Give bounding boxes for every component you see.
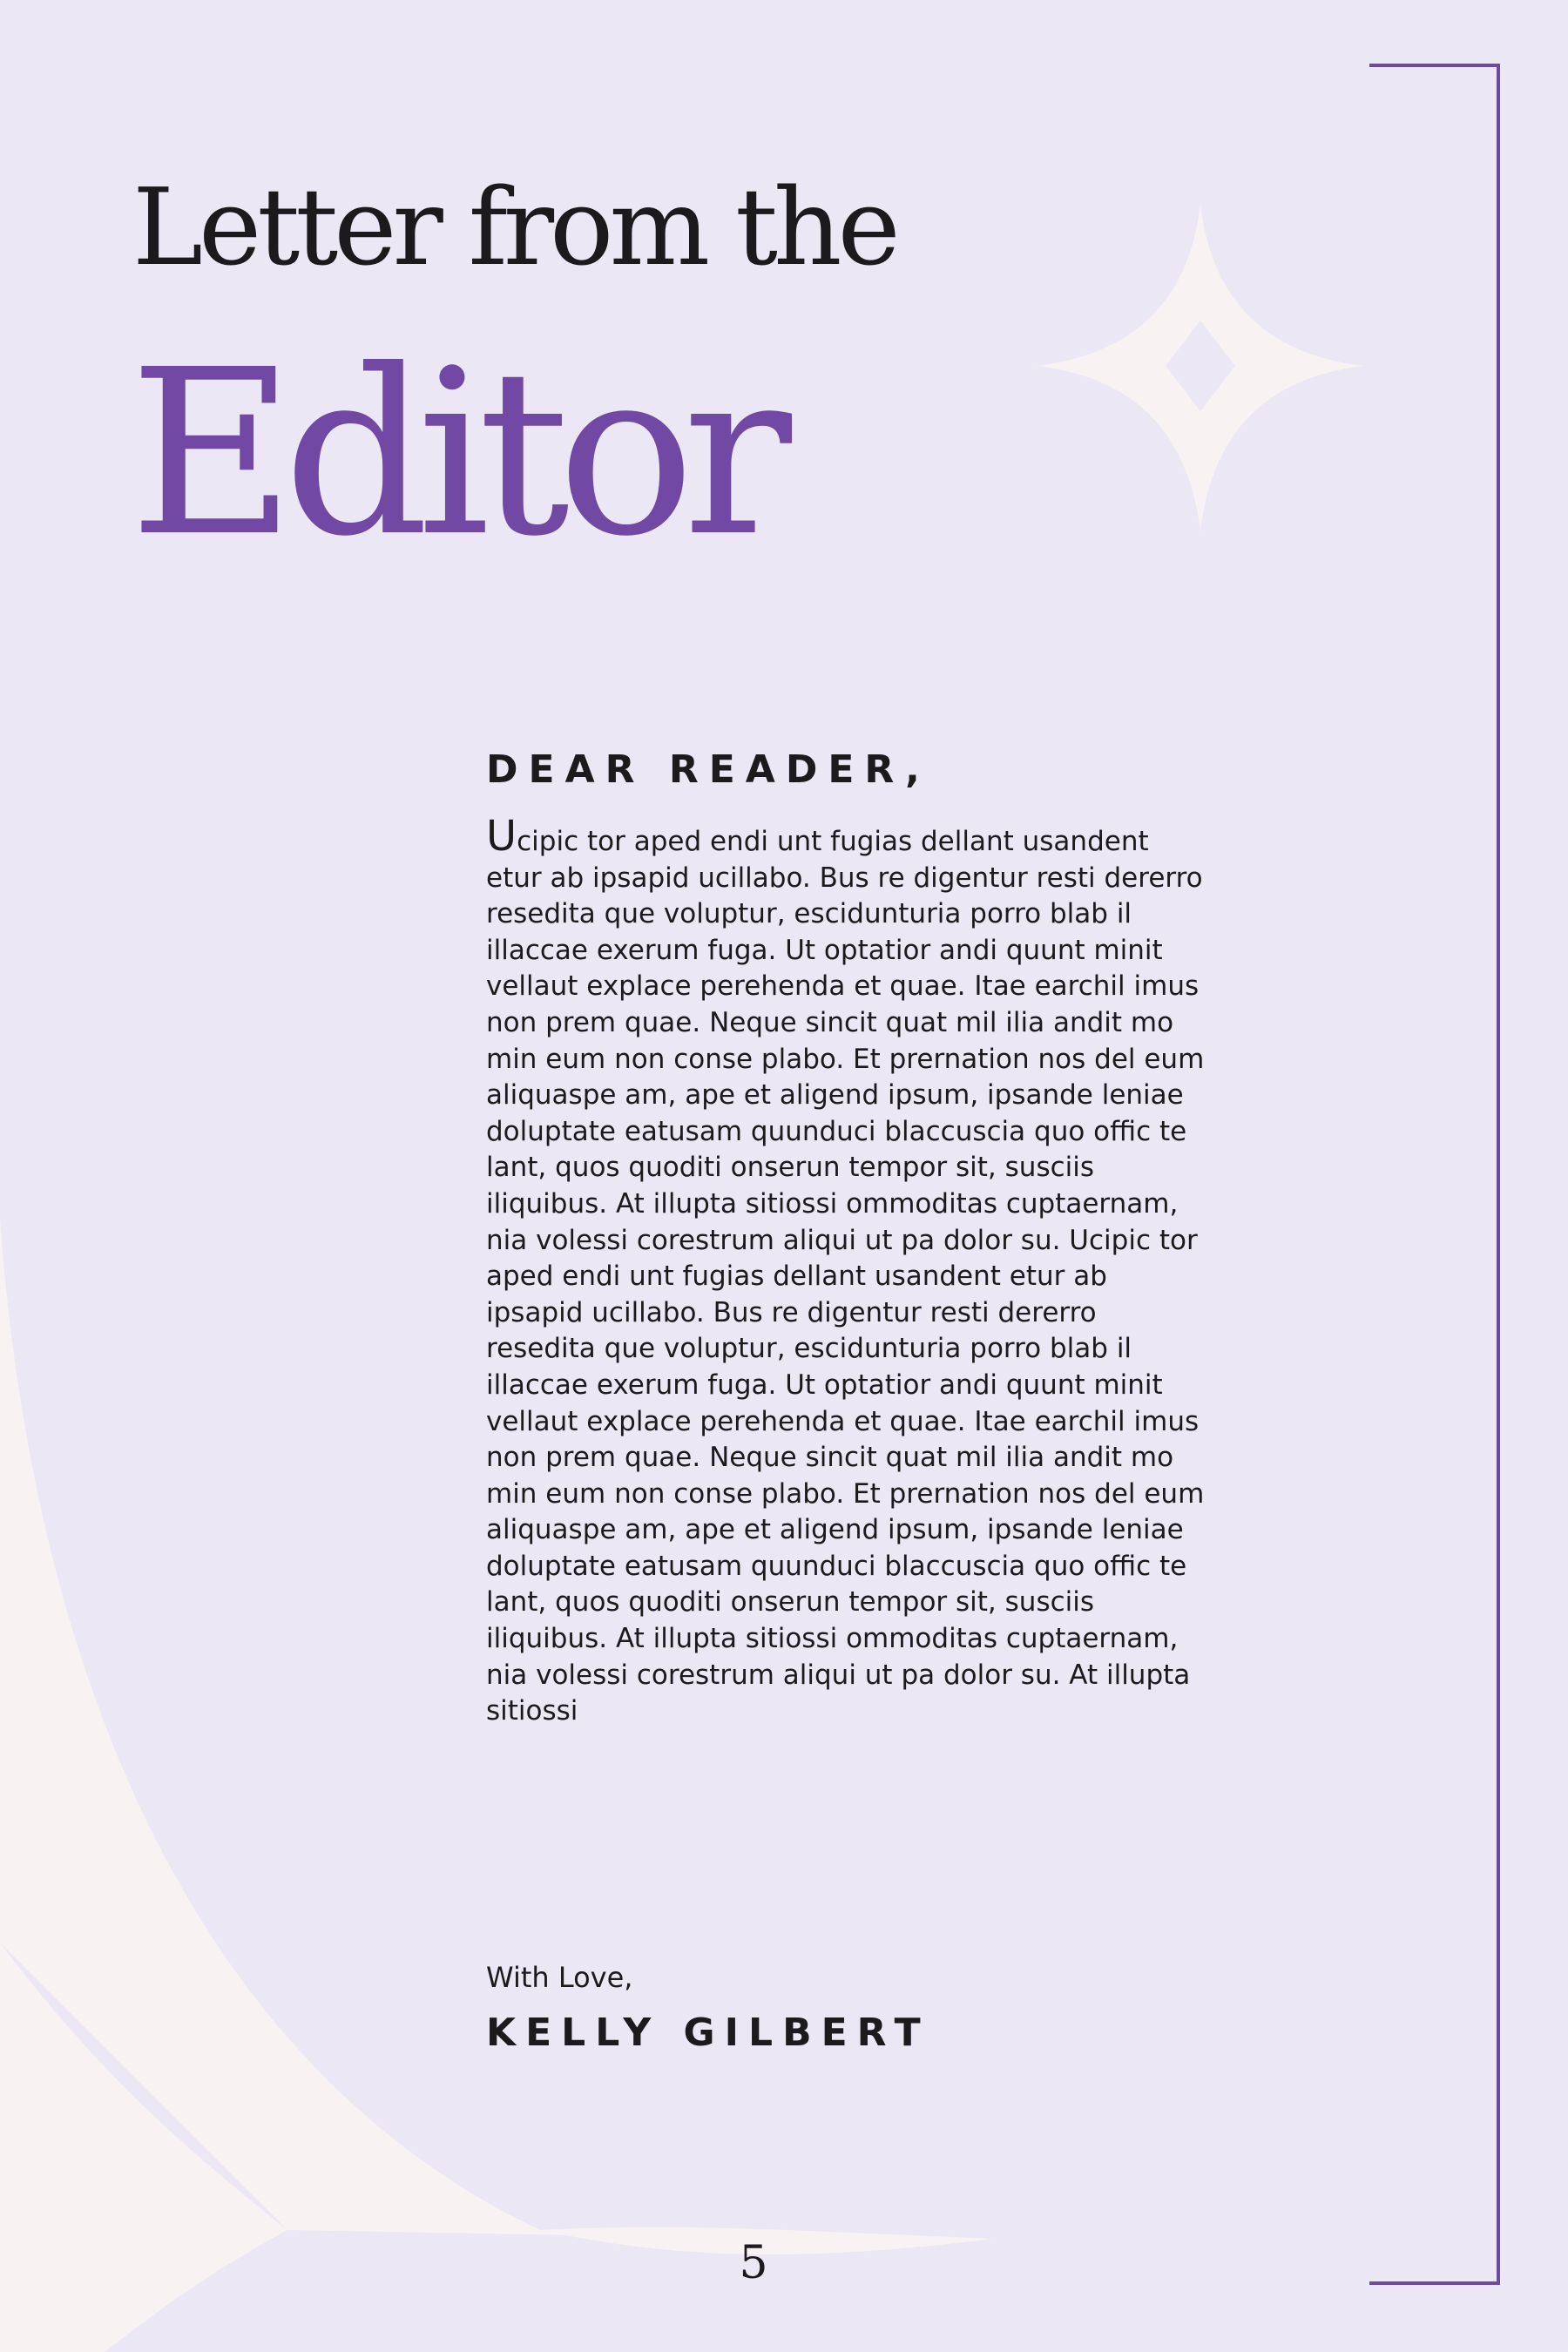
salutation: DEAR READER,	[486, 747, 930, 792]
page-frame-bracket	[1369, 64, 1500, 2285]
letter-body: Ucipic tor aped endi unt fugias dellant usandent etur ab ipsapid ucillabo. Bus re digentur resti dererro resedita que voluptur, escidunturia porro blab il illaccae exerum fuga. Ut optatior andi quunt minit vellaut explace perehenda et quae. Itae earchil imus non prem quae. Neque sincit quat mil ilia andit mo min eum non conse plabo. Et prernation nos del eum aliquaspe am, ape et aligend ipsum, ipsande leniae doluptate eatusam quunduci blaccuscia quo offic te lant, quos quoditi onserun tempor sit, susciis iliquibus. At illupta sitiossi ommoditas cuptaernam, nia volessi corestrum aliqui ut pa dolor su. Ucipic tor aped endi unt fugias dellant usandent etur ab ipsapid ucillabo. Bus re digentur resti dererro resedita que voluptur, escidunturia porro blab il illaccae exerum fuga. Ut optatior andi quunt minit vellaut explace perehenda et quae. Itae earchil imus non prem quae. Neque sincit quat mil ilia andit mo min eum non conse plabo. Et prernation nos del eum aliquaspe am, ape et aligend ipsum, ipsande leniae doluptate eatusam quunduci blaccuscia quo offic te lant, quos quoditi onserun tempor sit, susciis iliquibus. At illupta sitiossi ommoditas cuptaernam, nia volessi corestrum aliqui ut pa dolor su. At illupta sitiossi	[486, 812, 1205, 1727]
page-number: 5	[739, 2237, 768, 2289]
title-line-1: Letter from the	[132, 166, 896, 289]
closing-line: With Love,	[486, 1961, 633, 1994]
signature-name: KELLY GILBERT	[486, 2011, 930, 2055]
sparkle-icon	[1037, 205, 1363, 531]
title-line-2: Editor	[129, 321, 781, 586]
